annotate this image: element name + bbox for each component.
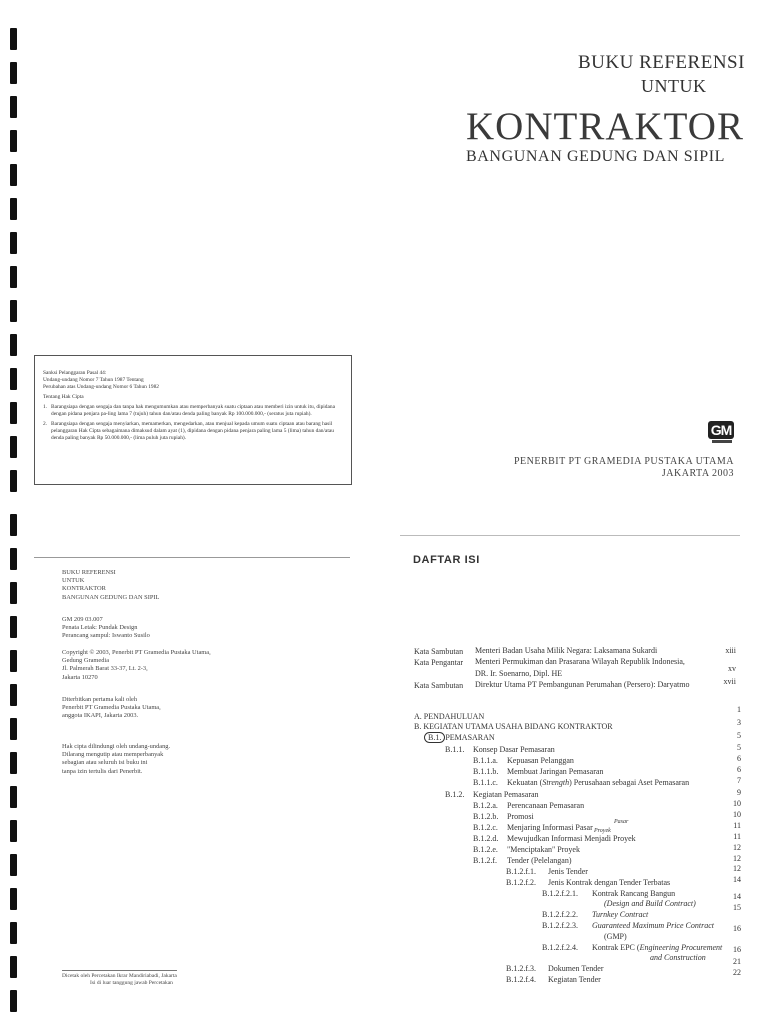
imprint-line: Hak cipta dilindungi oleh undang-undang. xyxy=(62,743,171,750)
toc-page-number: 1 xyxy=(737,705,741,714)
punch-mark xyxy=(10,368,17,390)
toc-page-number: 10 xyxy=(733,799,741,808)
toc-entry-number: B.1.1. xyxy=(445,745,465,754)
toc-page-number: 14 xyxy=(733,892,741,901)
toc-entry-title: Kegiatan Tender xyxy=(548,975,601,984)
publisher-logo: GM xyxy=(708,421,734,439)
punch-mark xyxy=(10,198,17,220)
imprint-line: Jakarta 10270 xyxy=(62,673,98,681)
toc-page-number: 6 xyxy=(737,765,741,774)
toc-entry-number: B.1.2.a. xyxy=(473,801,498,810)
toc-entry-number: B.1.2.d. xyxy=(473,834,499,843)
toc-entry-number: B.1.1.c. xyxy=(473,778,498,787)
toc-entry-title: Menjaring Informasi Pasar xyxy=(507,823,593,832)
toc-entry-title: Promosi xyxy=(507,812,534,821)
printer-line-2: Isi di luar tanggung jawab Percetakan xyxy=(90,980,173,986)
toc-page-number: 9 xyxy=(737,788,741,797)
toc-entry-title-continued: and Construction xyxy=(650,953,706,962)
punch-mark xyxy=(10,616,17,638)
sanksi-law-1: Undang-undang Nomor 7 Tahun 1987 Tentang xyxy=(43,377,144,383)
toc-entry: B. KEGIATAN UTAMA USAHA BIDANG KONTRAKTOR xyxy=(414,722,613,731)
imprint-line: tanpa izin tertulis dari Penerbit. xyxy=(62,767,143,775)
toc-entry-number: B.1.2.b. xyxy=(473,812,499,821)
toc-page-number: 3 xyxy=(737,718,741,727)
toc-front-label: Kata Sambutan xyxy=(414,647,464,656)
toc-page-number: 16 xyxy=(733,924,741,933)
toc-entry-title-continued: (Design and Build Contract) xyxy=(604,899,696,908)
punch-mark xyxy=(10,990,17,1012)
punch-mark xyxy=(10,96,17,118)
title-line-untuk: UNTUK xyxy=(641,76,707,96)
toc-entry-title: Tender (Pelelangan) xyxy=(507,856,572,865)
punch-mark xyxy=(10,164,17,186)
toc-entry-title: Kontrak Rancang Bangun xyxy=(592,889,676,898)
toc-entry-title: Kegiatan Pemasaran xyxy=(473,790,539,799)
imprint-line: UNTUK xyxy=(62,577,85,585)
title-line-buku-referensi: BUKU REFERENSI xyxy=(578,52,745,73)
publisher-name: PENERBIT PT GRAMEDIA PUSTAKA UTAMA xyxy=(513,456,734,467)
toc-entry-number: B.1.1.a. xyxy=(473,756,498,765)
sanksi-item-1-text: Barangsiapa dengan sengaja dan tanpa hak mengumumkan atau memperbanyak suatu ciptaan atau memberi izin untuk itu, dipidana dengan pidana penjara pa-ling lama 7 (tujuh) tahun dan/atau denda paling banyak Rp 100.000.000,- (seratus juta rupiah). xyxy=(51,404,335,417)
punch-mark xyxy=(10,922,17,944)
imprint-line: Perancang sampul: Iswanto Susilo xyxy=(62,632,150,640)
punch-mark xyxy=(10,300,17,322)
toc-entry-number: B.1.2. xyxy=(445,790,465,799)
sanksi-item-1 xyxy=(43,404,345,418)
imprint-line: Dilarang mengutip atau memperbanyak xyxy=(62,751,164,759)
publisher-city-year: JAKARTA 2003 xyxy=(661,468,734,479)
book-title: KONTRAKTOR xyxy=(466,105,744,148)
toc-entry: A. PENDAHULUAN xyxy=(414,712,485,721)
punch-mark xyxy=(10,514,17,536)
sanksi-item-2 xyxy=(43,421,345,442)
printer-note xyxy=(62,970,177,987)
imprint-line: GM 209 03.007 xyxy=(62,616,103,623)
toc-page-number: xv xyxy=(728,664,736,673)
toc-entry-number: B.1.1.b. xyxy=(473,767,499,776)
punch-mark xyxy=(10,718,17,740)
toc-page-number: 11 xyxy=(733,832,741,841)
punch-mark xyxy=(10,956,17,978)
punch-mark xyxy=(10,888,17,910)
toc-entry-number: B.1.2.f.2. xyxy=(506,878,536,887)
toc-page-number: 22 xyxy=(733,968,741,977)
sanksi-item-1-number: 1. xyxy=(43,404,48,410)
imprint-copyright-block xyxy=(62,649,211,682)
toc-page-number: 12 xyxy=(733,854,741,863)
punch-mark xyxy=(10,582,17,604)
punch-mark xyxy=(10,820,17,842)
toc-entry-title: Kontrak EPC (Engineering Procurement xyxy=(592,943,723,952)
toc-entry-number: B.1.2.f.2.4. xyxy=(542,943,578,952)
toc-entry-number: B.1.2.f.2.2. xyxy=(542,910,578,919)
toc-page-number: 5 xyxy=(737,731,741,740)
imprint-line: Gedung Gramedia xyxy=(62,657,110,665)
imprint-line: BUKU REFERENSI xyxy=(62,569,116,576)
punch-mark xyxy=(10,470,17,492)
toc-entry-number-circled: B.1. xyxy=(424,732,445,743)
toc-entry-title: Jenis Kontrak dengan Tender Terbatas xyxy=(548,878,671,887)
toc-entry-number: B.1.2.f. xyxy=(473,856,497,865)
toc-entry-title: "Menciptakan" Proyek xyxy=(507,845,580,854)
imprint-publication-block xyxy=(62,696,161,721)
toc-entry-title: Kepuasan Pelanggan xyxy=(507,756,574,765)
copyright-sanctions-box xyxy=(34,355,352,485)
toc-entry-number: B.1.2.f.1. xyxy=(506,867,536,876)
toc-entry-title: Turnkey Contract xyxy=(592,910,649,919)
toc-entry-number: B.1.2.f.2.3. xyxy=(542,921,578,930)
toc-page-number: 14 xyxy=(733,875,741,884)
imprint-credits-block xyxy=(62,616,150,641)
imprint-line: Penerbit PT Gramedia Pustaka Utama, xyxy=(62,704,161,712)
toc-page-number: 7 xyxy=(737,776,741,785)
handwritten-note: Proyek xyxy=(594,828,611,834)
imprint-line: sebagian atau seluruh isi buku ini xyxy=(62,759,148,767)
toc-front-text: Direktur Utama PT Pembangunan Perumahan (Persero): Daryatmo xyxy=(475,680,690,689)
imprint-line: anggota IKAPI, Jakarta 2003. xyxy=(62,712,139,720)
sanksi-law-2: Perubahan atas Undang-undang Nomor 6 Tahun 1982 xyxy=(43,384,159,390)
toc-front-label: Kata Pengantar xyxy=(414,658,464,667)
toc-entry-title: Guaranteed Maximum Price Contract xyxy=(592,921,714,930)
toc-entry-title: Konsep Dasar Pemasaran xyxy=(473,745,555,754)
punch-mark xyxy=(10,854,17,876)
toc-entry-number: B.1.2.f.3. xyxy=(506,964,536,973)
toc-entry-title: Jenis Tender xyxy=(548,867,588,876)
toc-heading: DAFTAR ISI xyxy=(413,554,480,566)
punch-mark xyxy=(10,62,17,84)
toc-entry-title-continued: (GMP) xyxy=(604,932,627,941)
toc-entry-number: B.1.2.e. xyxy=(473,845,498,854)
toc-entry xyxy=(424,733,495,742)
imprint-line: KONTRAKTOR xyxy=(62,585,106,593)
toc-page-number: 21 xyxy=(733,957,741,966)
toc-entry-title: PEMASARAN xyxy=(445,733,495,742)
printer-line-1: Dicetak oleh Percetakan Ikrar Mandiriabadi, Jakarta xyxy=(62,973,177,979)
imprint-title-block xyxy=(62,569,159,602)
imprint-line: Copyright © 2003, Penerbit PT Gramedia Pustaka Utama, xyxy=(62,649,211,656)
toc-entry-number: B.1.2.f.2.1. xyxy=(542,889,578,898)
punch-mark xyxy=(10,548,17,570)
punch-mark xyxy=(10,28,17,50)
toc-page-number: 12 xyxy=(733,864,741,873)
toc-front-label: Kata Sambutan xyxy=(414,681,464,690)
punch-mark xyxy=(10,130,17,152)
handwritten-note: Pasar xyxy=(614,819,629,825)
punch-mark xyxy=(10,752,17,774)
punch-mark xyxy=(10,402,17,424)
punch-mark xyxy=(10,684,17,706)
book-subtitle: BANGUNAN GEDUNG DAN SIPIL xyxy=(466,148,725,165)
imprint-line: Jl. Palmerah Barat 33-37, Lt. 2-3, xyxy=(62,665,148,673)
toc-entry-title: Dokumen Tender xyxy=(548,964,604,973)
toc-entry-title: Mewujudkan Informasi Menjadi Proyek xyxy=(507,834,636,843)
toc-front-text-continued: DR. Ir. Soenarno, Dipl. HE xyxy=(475,669,563,678)
sanksi-item-2-number: 2. xyxy=(43,421,48,427)
toc-front-text: Menteri Badan Usaha Milik Negara: Laksamana Sukardi xyxy=(475,646,658,655)
toc-page-number: 6 xyxy=(737,754,741,763)
page-divider-right xyxy=(400,535,740,536)
toc-entry-title: Membuat Jaringan Pemasaran xyxy=(507,767,604,776)
toc-front-text: Menteri Permukiman dan Prasarana Wilayah Republik Indonesia, xyxy=(475,657,685,666)
punch-mark xyxy=(10,334,17,356)
sanksi-law-3: Tentang Hak Cipta xyxy=(43,394,84,400)
toc-page-number: xiii xyxy=(725,646,736,655)
imprint-line: Penata Letak: Pundak Design xyxy=(62,624,138,632)
toc-entry-title: Kekuatan (Strength) Perusahaan sebagai Aset Pemasaran xyxy=(507,778,690,787)
imprint-rights-block xyxy=(62,743,170,776)
sanksi-item-2-text: Barangsiapa dengan sengaja menyiarkan, memamerkan, mengedarkan, atau menjual kepada umum suatu ciptaan atau barang hasil pelanggaran Hak Cipta sebagaimana dimaksud dalam ayat (1), dipidana dengan pidana penjara paling lama 5 (lima) tahun dan/atau denda paling banyak Rp 50.000.000,- (lima puluh juta rupiah). xyxy=(51,421,334,441)
punch-mark xyxy=(10,436,17,458)
imprint-line: BANGUNAN GEDUNG DAN SIPIL xyxy=(62,593,160,601)
toc-entry-number: B.1.2.c. xyxy=(473,823,498,832)
publisher-logo-underline xyxy=(712,440,732,443)
toc-page-number: xvii xyxy=(723,677,736,686)
page-divider-left xyxy=(34,557,350,558)
punch-mark xyxy=(10,786,17,808)
sanksi-heading: Sanksi Pelanggaran Pasal 44: xyxy=(43,370,107,376)
toc-page-number: 5 xyxy=(737,743,741,752)
toc-entry-title: Perencanaan Pemasaran xyxy=(507,801,585,810)
toc-page-number: 15 xyxy=(733,903,741,912)
punch-mark xyxy=(10,650,17,672)
toc-page-number: 16 xyxy=(733,945,741,954)
imprint-line: Diterbitkan pertama kali oleh xyxy=(62,696,138,703)
toc-page-number: 11 xyxy=(733,821,741,830)
toc-page-number: 10 xyxy=(733,810,741,819)
punch-mark xyxy=(10,266,17,288)
toc-entry-number: B.1.2.f.4. xyxy=(506,975,536,984)
punch-mark xyxy=(10,232,17,254)
toc-page-number: 12 xyxy=(733,843,741,852)
